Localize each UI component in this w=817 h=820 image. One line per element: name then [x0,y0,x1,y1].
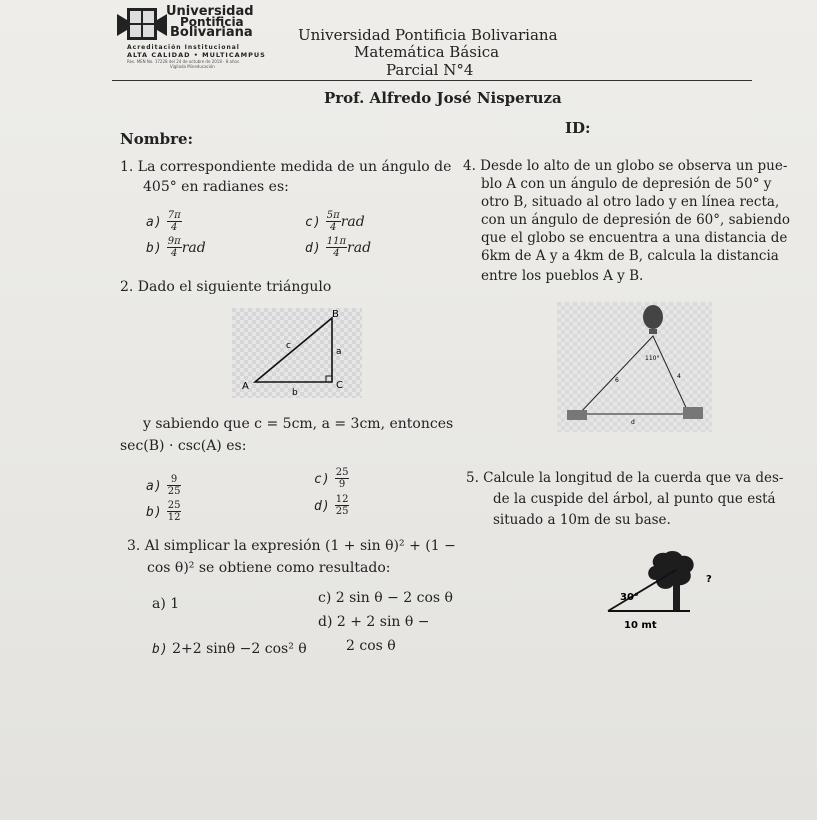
q2-text-3: sec(B) · csc(A) es: [120,438,247,454]
q5-line-1: 5. Calcule la longitud de la cuerda que va des- [466,470,784,486]
q1-text-1: 1. La correspondiente medida de un ángulo de [120,159,452,175]
q1-option-b[interactable]: b) $\frac{9\pi}{4}$ rad [146,236,206,259]
q1-option-a-label: a) [146,215,162,230]
tri-label-B: B [332,309,339,320]
q1-option-d-fraction: $\frac{11\pi}{4}$ [326,236,347,259]
q5-tree-figure [590,548,720,632]
q2-option-b-fraction: $\frac{25}{12}$ [167,500,181,523]
q3-option-b-text: 2+2 sinθ −2 cos² θ [172,641,307,657]
tri-label-a: a [336,347,342,357]
q4-line-6: 6km de A y a 4km de B, calcula la distancia [481,248,779,264]
logo-vigilada: Vigilada Mineducación [170,64,215,69]
tri-label-C: C [336,380,343,391]
q2-option-d-fraction: $\frac{12}{25}$ [335,494,349,517]
q5-line-3: situado a 10m de su base. [493,512,671,528]
q4-angle-label: 110° [645,355,660,362]
university-title: Universidad Pontificia Bolivariana [298,26,558,44]
tri-label-b: b [292,388,298,398]
q3-option-b-label: b) [152,642,168,657]
q2-option-c-label: c) [314,472,330,487]
q1-option-b-label: b) [146,241,162,256]
q4-side-right: 4 [677,373,681,380]
q5-angle-label: 30° [620,592,639,603]
q2-triangle-figure [232,308,362,398]
q3-option-a[interactable]: a) 1 [152,596,180,612]
q4-line-5: que el globo se encuentra a una distancia de [481,230,788,246]
logo-accreditation-2: ALTA CALIDAD • MULTICAMPUS [127,51,266,59]
q4-line-7: entre los pueblos A y B. [481,268,644,284]
q3-text-1: 3. Al simplicar la expresión (1 + sin θ)² + (1 − [127,538,456,554]
q2-option-d[interactable] [314,494,349,517]
exam-title: Parcial N°4 [386,61,474,79]
q4-line-4: con un ángulo de depresión de 60°, sabiendo [481,212,790,228]
q1-option-b-fraction: $\frac{9\pi}{4}$ [167,236,181,259]
q3-text-2: cos θ)² se obtiene como resultado: [147,560,391,576]
q1-option-a[interactable] [146,210,182,233]
q1-option-c-fraction: $\frac{5\pi}{4}$ [326,210,340,233]
q2-option-a-label: a) [146,479,162,494]
university-crest-icon [117,6,167,42]
q4-bottom-label: d [631,419,635,426]
q2-option-b[interactable] [146,500,181,523]
q2-option-a[interactable] [146,474,181,497]
name-label: Nombre: [120,130,194,148]
q1-option-c[interactable]: c) $\frac{5\pi}{4}$ rad [305,210,365,233]
id-label: ID: [565,119,591,137]
q2-text-1: 2. Dado el siguiente triángulo [120,279,332,295]
q1-option-d-label: d) [305,241,321,256]
q5-line-2: de la cuspide del árbol, al punto que está [493,491,776,507]
q5-base-label: 10 mt [624,620,657,631]
tri-label-A: A [242,381,249,392]
q2-option-c[interactable] [314,467,349,490]
logo-text-1: Universidad [166,4,254,19]
course-title: Matemática Básica [354,43,500,61]
q4-balloon-figure [557,302,712,432]
q3-option-b[interactable] [152,641,307,657]
q1-option-a-fraction: $\frac{7\pi}{4}$ [167,210,181,233]
q3-option-d[interactable]: d) 2 + 2 sin θ − [318,614,430,630]
logo-accreditation: Acreditación Institucional [127,44,240,51]
q5-unknown-label: ? [706,574,712,585]
q2-option-d-label: d) [314,499,330,514]
q1-option-c-label: c) [305,215,321,230]
q2-option-c-fraction: $\frac{25}{9}$ [335,467,349,490]
professor-name: Prof. Alfredo José Nisperuza [324,89,562,107]
q1-option-d[interactable]: d) $\frac{11\pi}{4}$ rad [305,236,372,259]
town-a-icon [567,410,587,420]
header-rule [112,80,752,81]
q4-line-1: 4. Desde lo alto de un globo se observa un pue- [463,158,788,174]
q2-option-b-label: b) [146,505,162,520]
logo-text-3: Bolivariana [170,25,253,40]
logo-text-2: Pontificia [180,15,244,29]
town-b-icon [683,407,703,419]
tree-icon [648,551,693,611]
q4-line-2: blo A con un ángulo de depresión de 50° y [481,176,772,192]
q3-option-d-continued: 2 cos θ [346,638,396,654]
q4-side-left: 6 [615,377,619,384]
logo-resolution: Res. MEN No. 17228 del 24 de octubre de 2018 · 8 años [127,59,240,64]
q2-option-a-fraction: $\frac{9}{25}$ [167,474,181,497]
q2-text-2: y sabiendo que c = 5cm, a = 3cm, entonces [143,416,454,432]
q1-text-2: 405° en radianes es: [143,179,289,195]
q3-option-c[interactable]: c) 2 sin θ − 2 cos θ [318,590,453,606]
q4-line-3: otro B, situado al otro lado y en línea recta, [481,194,780,210]
tri-label-c: c [286,341,291,351]
